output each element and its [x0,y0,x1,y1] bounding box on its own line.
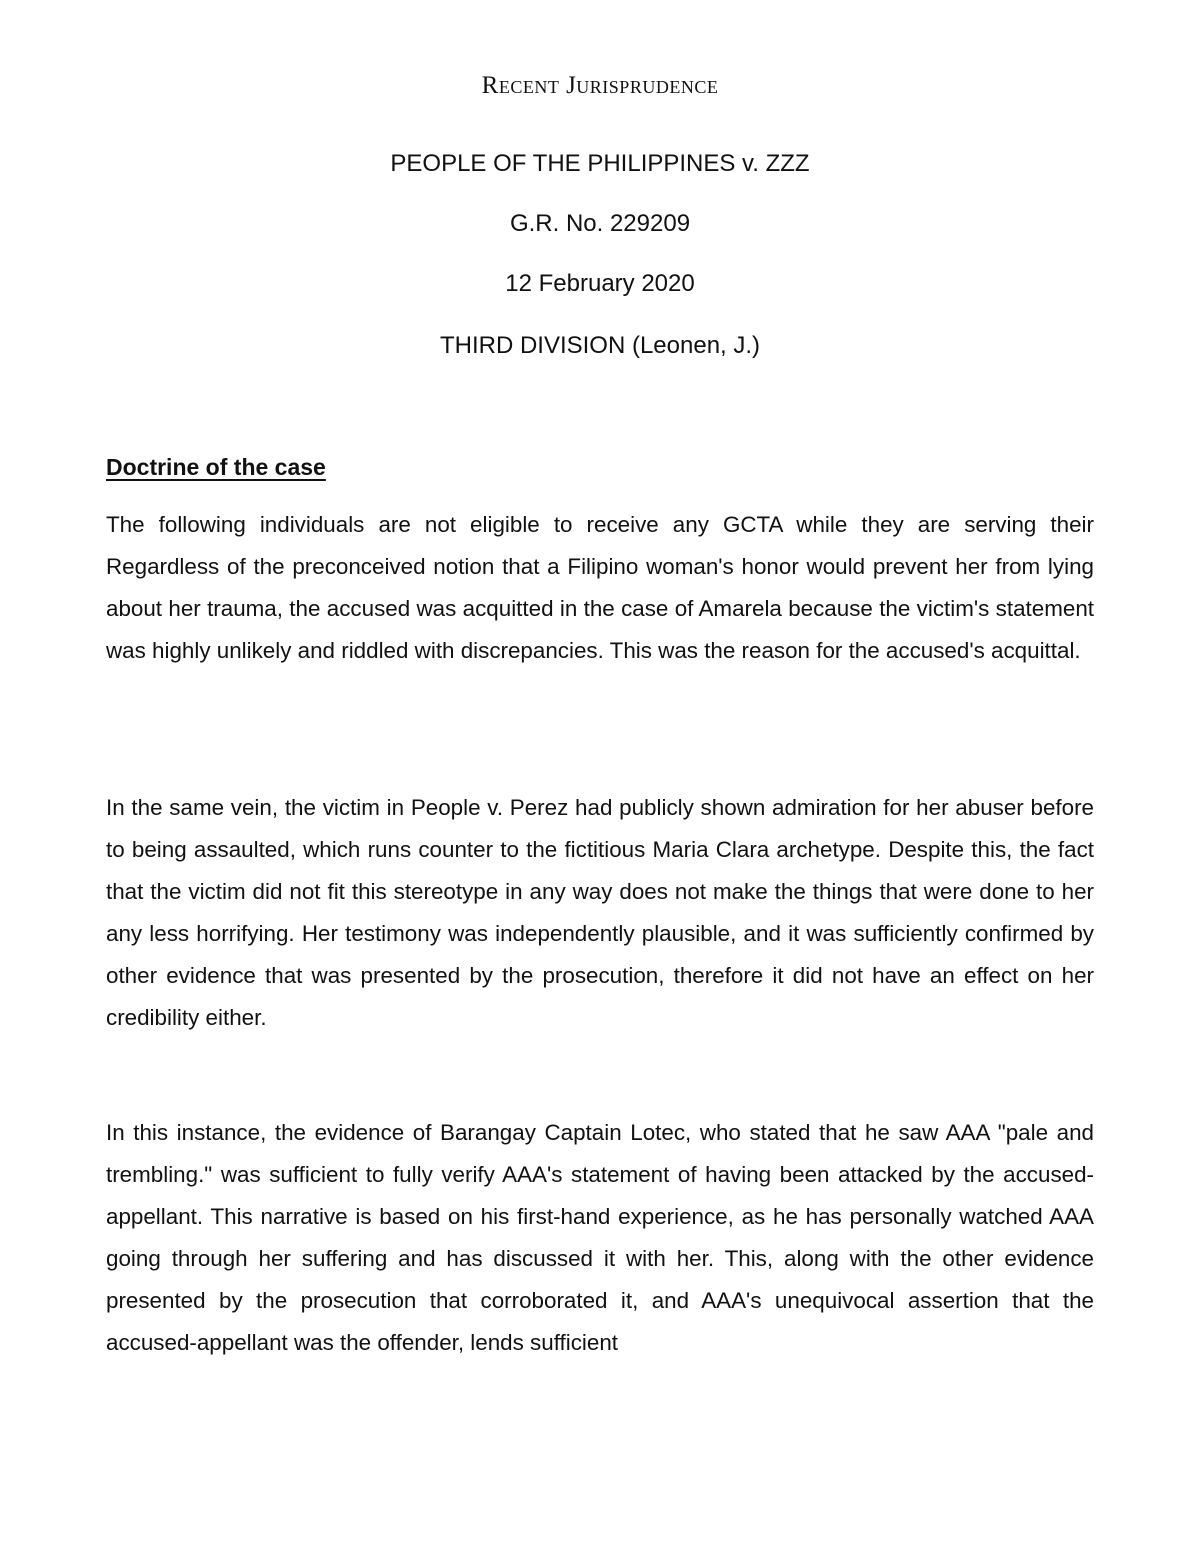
doctrine-paragraph-1: The following individuals are not eligible to receive any GCTA while they are serving their Regardless of the preconceived notion that a Filipino woman's honor would prevent her from lying about her trauma, the accused was acquitted in the case of Amarela because the victim's statement was highly unlikely and riddled with discrepancies. This was the reason for the accused's acquittal. [106,512,1094,663]
case-division: THIRD DIVISION (Leonen, J.) [439,332,761,359]
series-title: Recent Jurisprudence [481,72,719,99]
doctrine-paragraph-2: In the same vein, the victim in People v. Perez had publicly shown admiration for her abuser before to being assaulted, which runs counter to the fictitious Maria Clara archetype. Despite this, the fact that the victim did not fit this stereotype in any way does not make the things that were done to her any less horrifying. Her testimony was independently plausible, and it was sufficiently confirmed by other evidence that was presented by the prosecution, therefore it did not have an effect on her credibility either. [106,795,1094,1030]
doctrine-paragraph-3: In this instance, the evidence of Barangay Captain Lotec, who stated that he saw AAA "pale and trembling." was sufficient to fully verify AAA's statement of having been attacked by the accused-appellant. This narrative is based on his first-hand experience, as he has personally watched AAA going through her suffering and has discussed it with her. This, along with the other evidence presented by the prosecution that corroborated it, and AAA's unequivocal assertion that the accused-appellant was the offender, lends sufficient [106,1120,1094,1355]
section-heading-doctrine: Doctrine of the case [106,454,326,480]
case-number: G.R. No. 229209 [509,210,691,237]
case-name: PEOPLE OF THE PHILIPPINES v. ZZZ [390,150,810,177]
case-date: 12 February 2020 [505,270,695,297]
